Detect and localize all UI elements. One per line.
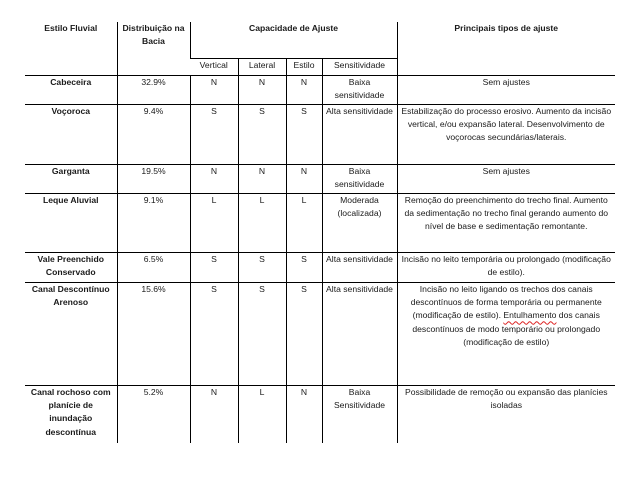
tipos-text-part: dos canais descontínuos de modo temporário ou prolongado (modificação de estilo) <box>412 310 601 348</box>
cell-vertical: L <box>190 193 238 252</box>
header-capacidade-ajuste: Capacidade de Ajuste <box>190 22 397 58</box>
cell-vertical: S <box>190 282 238 385</box>
cell-tipos-ajuste: Sem ajustes <box>397 164 615 193</box>
table-row <box>25 193 615 252</box>
cell-lateral: N <box>238 164 286 193</box>
table-row <box>25 282 615 385</box>
cell-vertical: N <box>190 385 238 443</box>
cell-estilo: Garganta <box>25 164 117 193</box>
cell-distribuicao: 9.1% <box>117 193 190 252</box>
table-row <box>25 164 615 193</box>
cell-lateral: L <box>238 385 286 443</box>
cell-estilo: Cabeceira <box>25 75 117 104</box>
cell-vertical: S <box>190 104 238 164</box>
cell-estilo-ajuste: L <box>286 193 322 252</box>
cell-lateral: S <box>238 252 286 282</box>
cell-estilo-ajuste: S <box>286 104 322 164</box>
cell-distribuicao: 32.9% <box>117 75 190 104</box>
cell-distribuicao: 6.5% <box>117 252 190 282</box>
cell-estilo-ajuste: S <box>286 282 322 385</box>
cell-tipos-ajuste: Remoção do preenchimento do trecho final. Aumento da sedimentação no trecho final gerando aumento do nível de base e sedimentação remontante. <box>397 193 615 252</box>
cell-lateral: N <box>238 75 286 104</box>
spellcheck-word: Entulhamento <box>503 310 557 321</box>
header-estilo-fluvial: Estilo Fluvial <box>44 23 98 33</box>
cell-tipos-ajuste: Incisão no leito temporária ou prolongado (modificação de estilo). <box>397 252 615 282</box>
subheader-lateral: Lateral <box>238 58 286 75</box>
cell-distribuicao: 19.5% <box>117 164 190 193</box>
cell-sensitividade: Alta sensitividade <box>322 282 397 385</box>
cell-estilo: Canal rochoso com planície de inundação descontínua <box>25 385 117 443</box>
cell-estilo-ajuste: N <box>286 385 322 443</box>
table-row <box>25 252 615 282</box>
cell-distribuicao: 15.6% <box>117 282 190 385</box>
ajuste-table <box>25 22 615 443</box>
cell-vertical: N <box>190 75 238 104</box>
cell-tipos-ajuste <box>397 282 615 385</box>
cell-estilo-ajuste: N <box>286 164 322 193</box>
cell-estilo: Canal Descontínuo Arenoso <box>25 282 117 385</box>
cell-tipos-ajuste: Estabilização do processo erosivo. Aumento da incisão vertical, e/ou expansão lateral. Desenvolvimento de voçorocas secundárias/laterais. <box>397 104 615 164</box>
cell-sensitividade: Baixa Sensitividade <box>322 385 397 443</box>
cell-estilo-ajuste: N <box>286 75 322 104</box>
subheader-sensitividade: Sensitividade <box>322 58 397 75</box>
cell-estilo-ajuste: S <box>286 252 322 282</box>
cell-tipos-ajuste: Possibilidade de remoção ou expansão das planícies isoladas <box>397 385 615 443</box>
tipos-text-part: Incisão no leito ligando os trechos dos canais descontínuos de forma temporária ou permanente (modificação de estilo). <box>410 283 602 321</box>
cell-sensitividade: Baixa sensitividade <box>322 75 397 104</box>
cell-distribuicao: 5.2% <box>117 385 190 443</box>
cell-sensitividade: Baixa sensitividade <box>322 164 397 193</box>
ajuste-table-container <box>25 22 615 443</box>
cell-lateral: S <box>238 104 286 164</box>
cell-sensitividade: Moderada (localizada) <box>322 193 397 252</box>
header-row <box>25 22 615 58</box>
cell-estilo: Leque Aluvial <box>25 193 117 252</box>
cell-tipos-ajuste: Sem ajustes <box>397 75 615 104</box>
table-row <box>25 104 615 164</box>
cell-lateral: L <box>238 193 286 252</box>
header-principais-tipos: Principais tipos de ajuste <box>397 22 615 75</box>
subheader-estilo: Estilo <box>286 58 322 75</box>
header-distribuicao: Distribuição na Bacia <box>117 22 190 75</box>
cell-estilo: Voçoroca <box>25 104 117 164</box>
cell-distribuicao: 9.4% <box>117 104 190 164</box>
cell-vertical: S <box>190 252 238 282</box>
cell-estilo: Vale Preenchido Conservado <box>25 252 117 282</box>
table-row <box>25 75 615 104</box>
cell-vertical: N <box>190 164 238 193</box>
cell-sensitividade: Alta sensitividade <box>322 252 397 282</box>
table-row <box>25 385 615 443</box>
subheader-vertical: Vertical <box>190 58 238 75</box>
cell-sensitividade: Alta sensitividade <box>322 104 397 164</box>
cell-lateral: S <box>238 282 286 385</box>
